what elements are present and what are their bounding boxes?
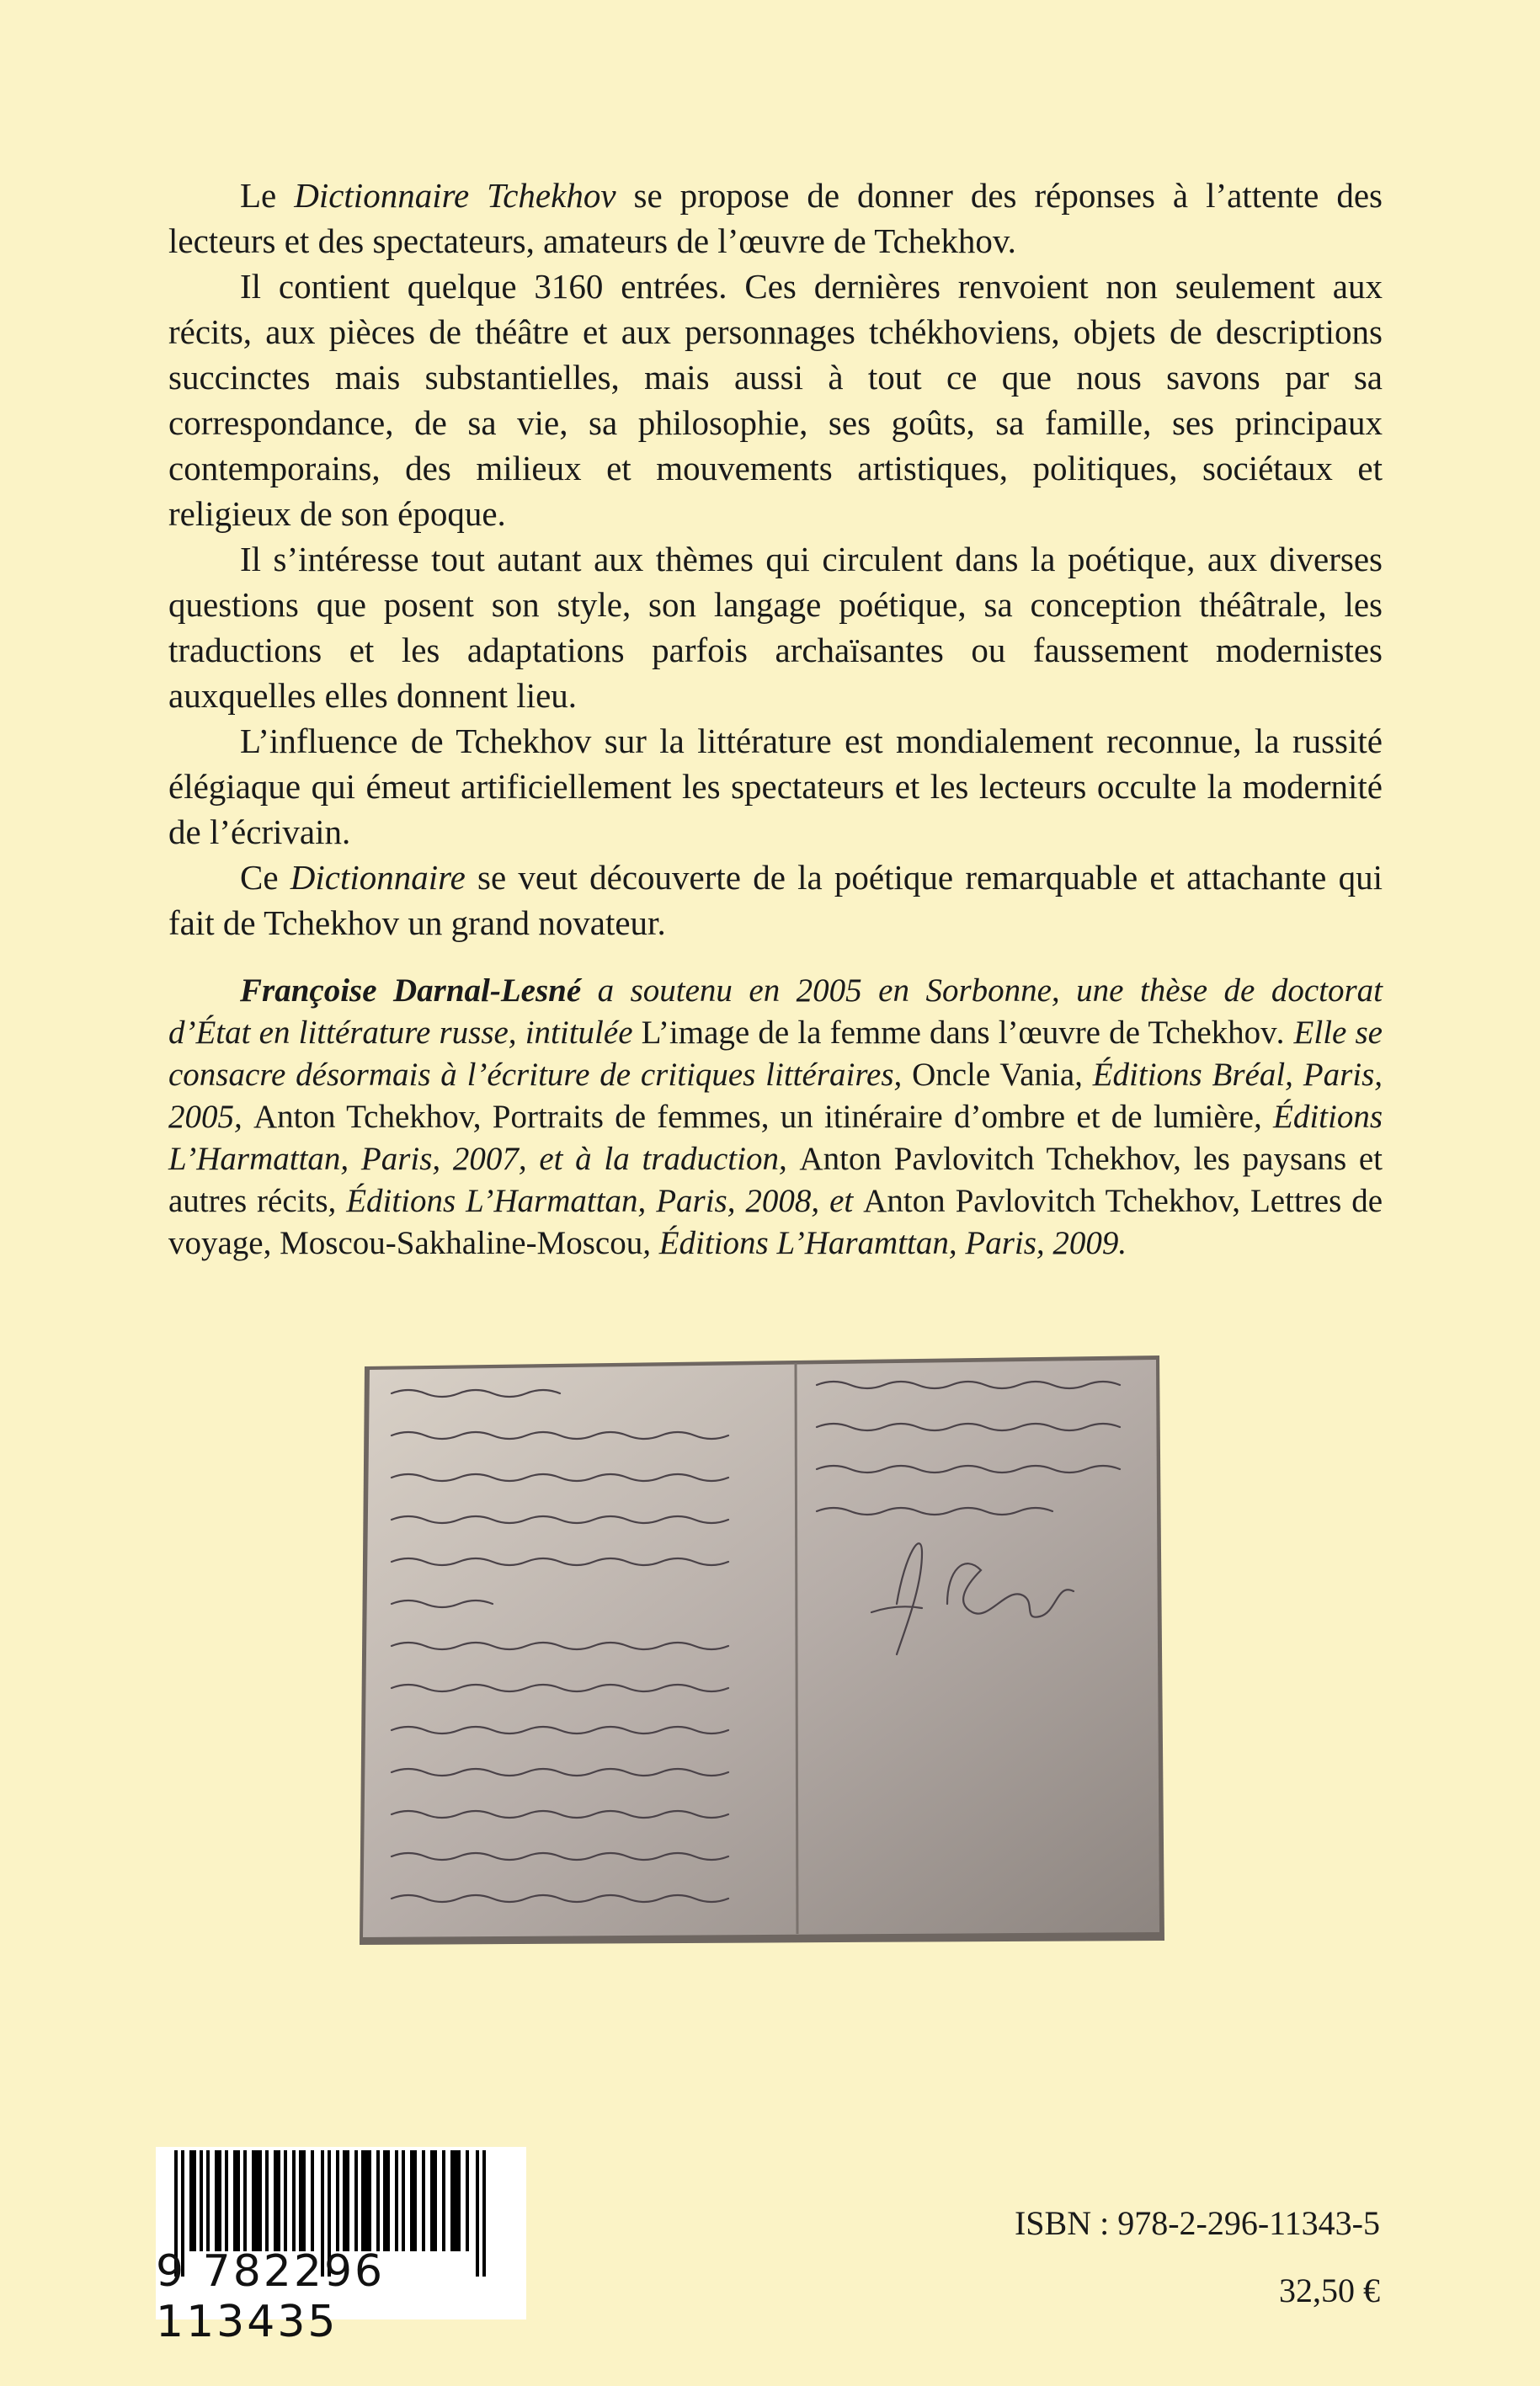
barcode-digits: 9 782296 113435 [156, 2246, 386, 2347]
author-name: Françoise Darnal-Lesné [240, 972, 582, 1009]
back-cover-blurb [168, 173, 1383, 945]
book-title: Dictionnaire [290, 858, 466, 897]
blurb-paragraph: Il contient quelque 3160 entrées. Ces dernières renvoient non seulement aux récits, aux pièces de théâtre et aux personnages tchékhoviens, objets de descriptions succinctes mais substantielles, mais aussi à tout ce que nous savons par sa correspondance, de sa vie, sa philosophie, ses goûts, sa famille, ses principaux contemporains, des milieux et mouvements artistiques, politiques, sociétaux et religieux de son époque. [168, 267, 1383, 533]
blurb-paragraph: Ce Dictionnaire se veut découverte de la poétique remarquable et attachante qui fait de Tchekhov un grand novateur. [168, 858, 1383, 942]
blurb-paragraph: Le Dictionnaire Tchekhov se propose de donner des réponses à l’attente des lecteurs et des spectateurs, amateurs de l’œuvre de Tchekhov. [168, 176, 1383, 260]
author-bio: Françoise Darnal-Lesné a soutenu en 2005 en Sorbonne, une thèse de doctorat d’État en littérature russe, intitulée L’image de la femme dans l’œuvre de Tchekhov. Elle se consacre désormais à l’écriture de critiques littéraires, Oncle Vania, Éditions Bréal, Paris, 2005, Anton Tchekhov, Portraits de femmes, un itinéraire d’ombre et de lumière, Éditions L’Harmattan, Paris, 2007, et à la traduction, Anton Pavlovitch Tchekhov, les paysans et autres récits, Éditions L’Harmattan, Paris, 2008, et Anton Pavlovitch Tchekhov, Lettres de voyage, Moscou-Sakhaline-Moscou, Éditions L’Haramttan, Paris, 2009. [168, 972, 1383, 1261]
blurb-paragraph: L’influence de Tchekhov sur la littérature est mondialement reconnue, la russité élégiaque qui émeut artificiellement les spectateurs et les lecteurs occulte la modernité de l’écrivain. [168, 722, 1383, 851]
manuscript-letter-image [358, 1351, 1166, 1949]
book-title: Dictionnaire Tchekhov [294, 176, 616, 215]
price: 32,50 € [1279, 2271, 1380, 2309]
blurb-paragraph: Il s’intéresse tout autant aux thèmes qui circulent dans la poétique, aux diverses questions que posent son style, son langage poétique, sa conception théâtrale, les traductions et les adaptations parfois archaïsantes ou faussement modernistes auxquelles elles donnent lieu. [168, 540, 1383, 715]
isbn: ISBN : 978-2-296-11343-5 [1014, 2204, 1380, 2242]
